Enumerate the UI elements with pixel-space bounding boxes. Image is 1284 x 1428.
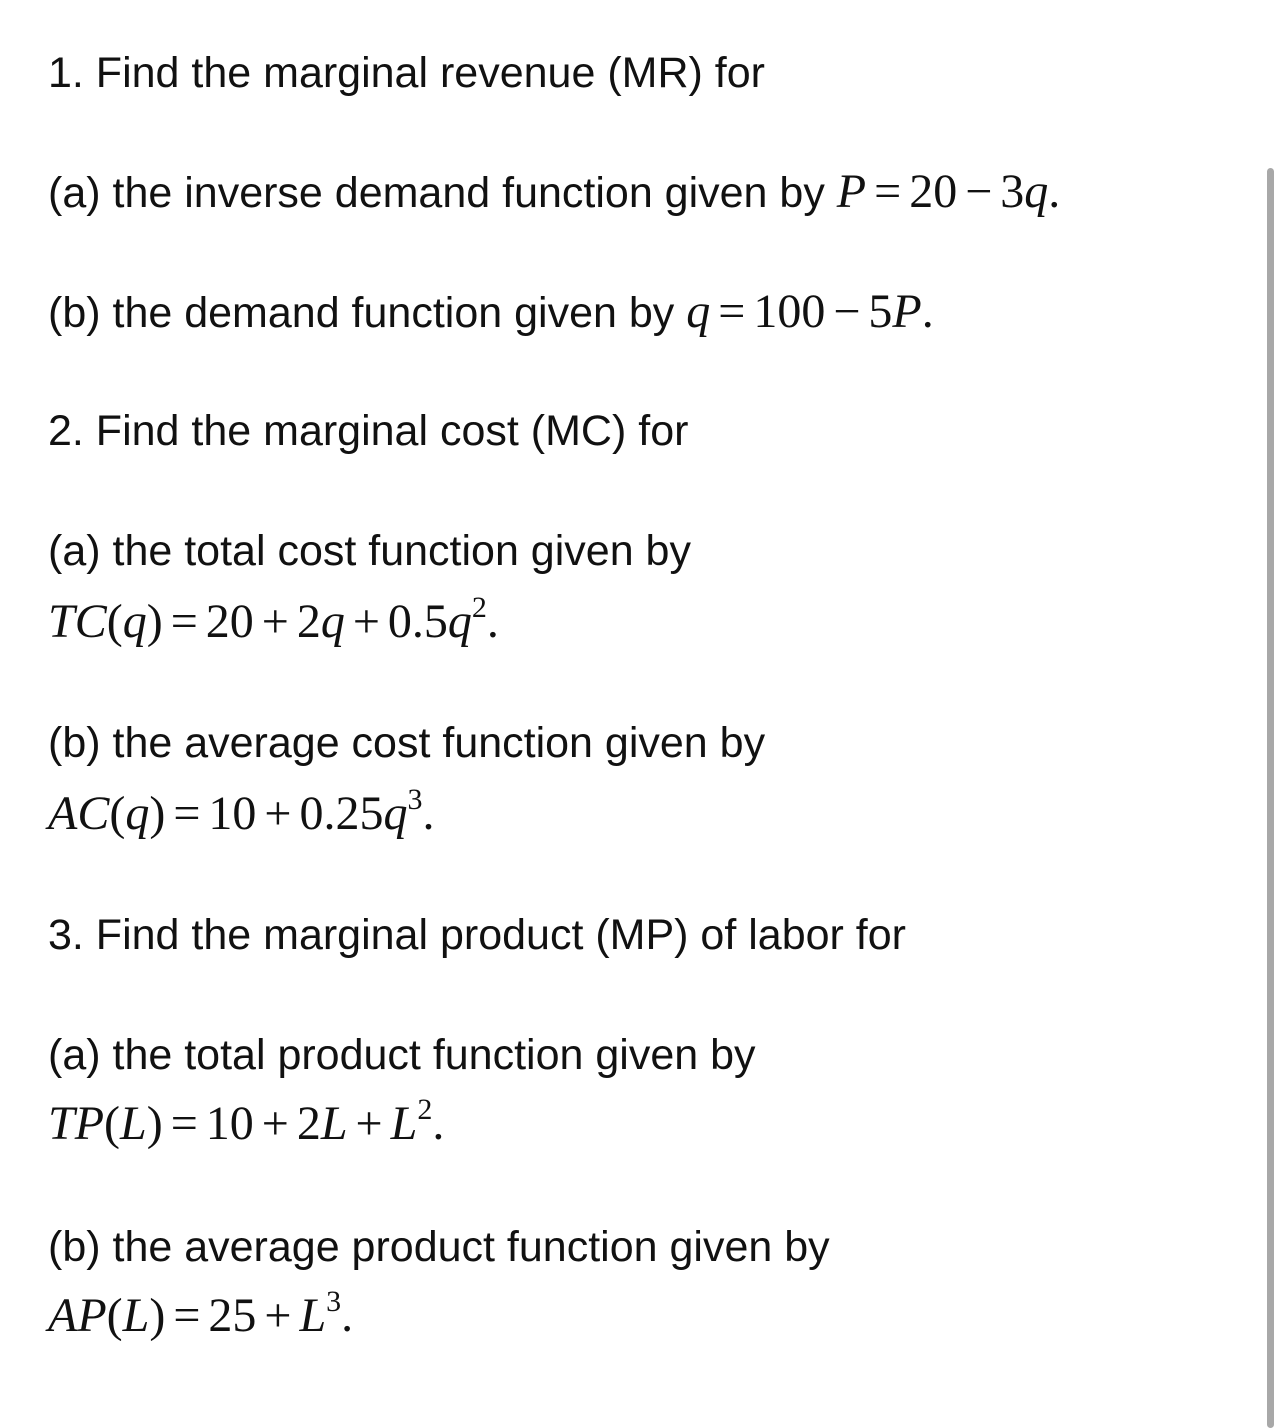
q1a-text: (a) the inverse demand function given by — [48, 169, 825, 217]
q3b-text: (b) the average product function given by — [48, 1223, 830, 1271]
q3b-equation: $AP(L) = 25 + L^3$. — [48, 1285, 354, 1342]
q2-heading: 2. Find the marginal cost (MC) for — [48, 407, 689, 455]
q1b-equation: q = 100 − 5P. — [686, 285, 934, 338]
q3a-text: (a) the total product function given by — [48, 1031, 756, 1079]
vertical-scrollbar[interactable] — [1267, 168, 1274, 1428]
q1-heading: 1. Find the marginal revenue (MR) for — [48, 49, 765, 97]
q2b-equation: $AC(q) = 10 + 0.25q^3$. — [48, 783, 435, 840]
q1a-equation: P = 20 − 3q. — [836, 165, 1061, 218]
q1b-text: (b) the demand function given by — [48, 289, 675, 337]
q2b-text: (b) the average cost function given by — [48, 719, 766, 767]
q1a-line — [48, 165, 1061, 218]
q3a-equation: $TP(L) = 10 + 2L + L^2$. — [48, 1093, 445, 1150]
q2a-equation: $TC(q) = 20 + 2q + 0.5q^2$. — [48, 591, 499, 648]
q3-heading: 3. Find the marginal product (MP) of labor for — [48, 911, 906, 959]
q2a-text: (a) the total cost function given by — [48, 527, 691, 575]
q1b-line — [48, 285, 934, 338]
